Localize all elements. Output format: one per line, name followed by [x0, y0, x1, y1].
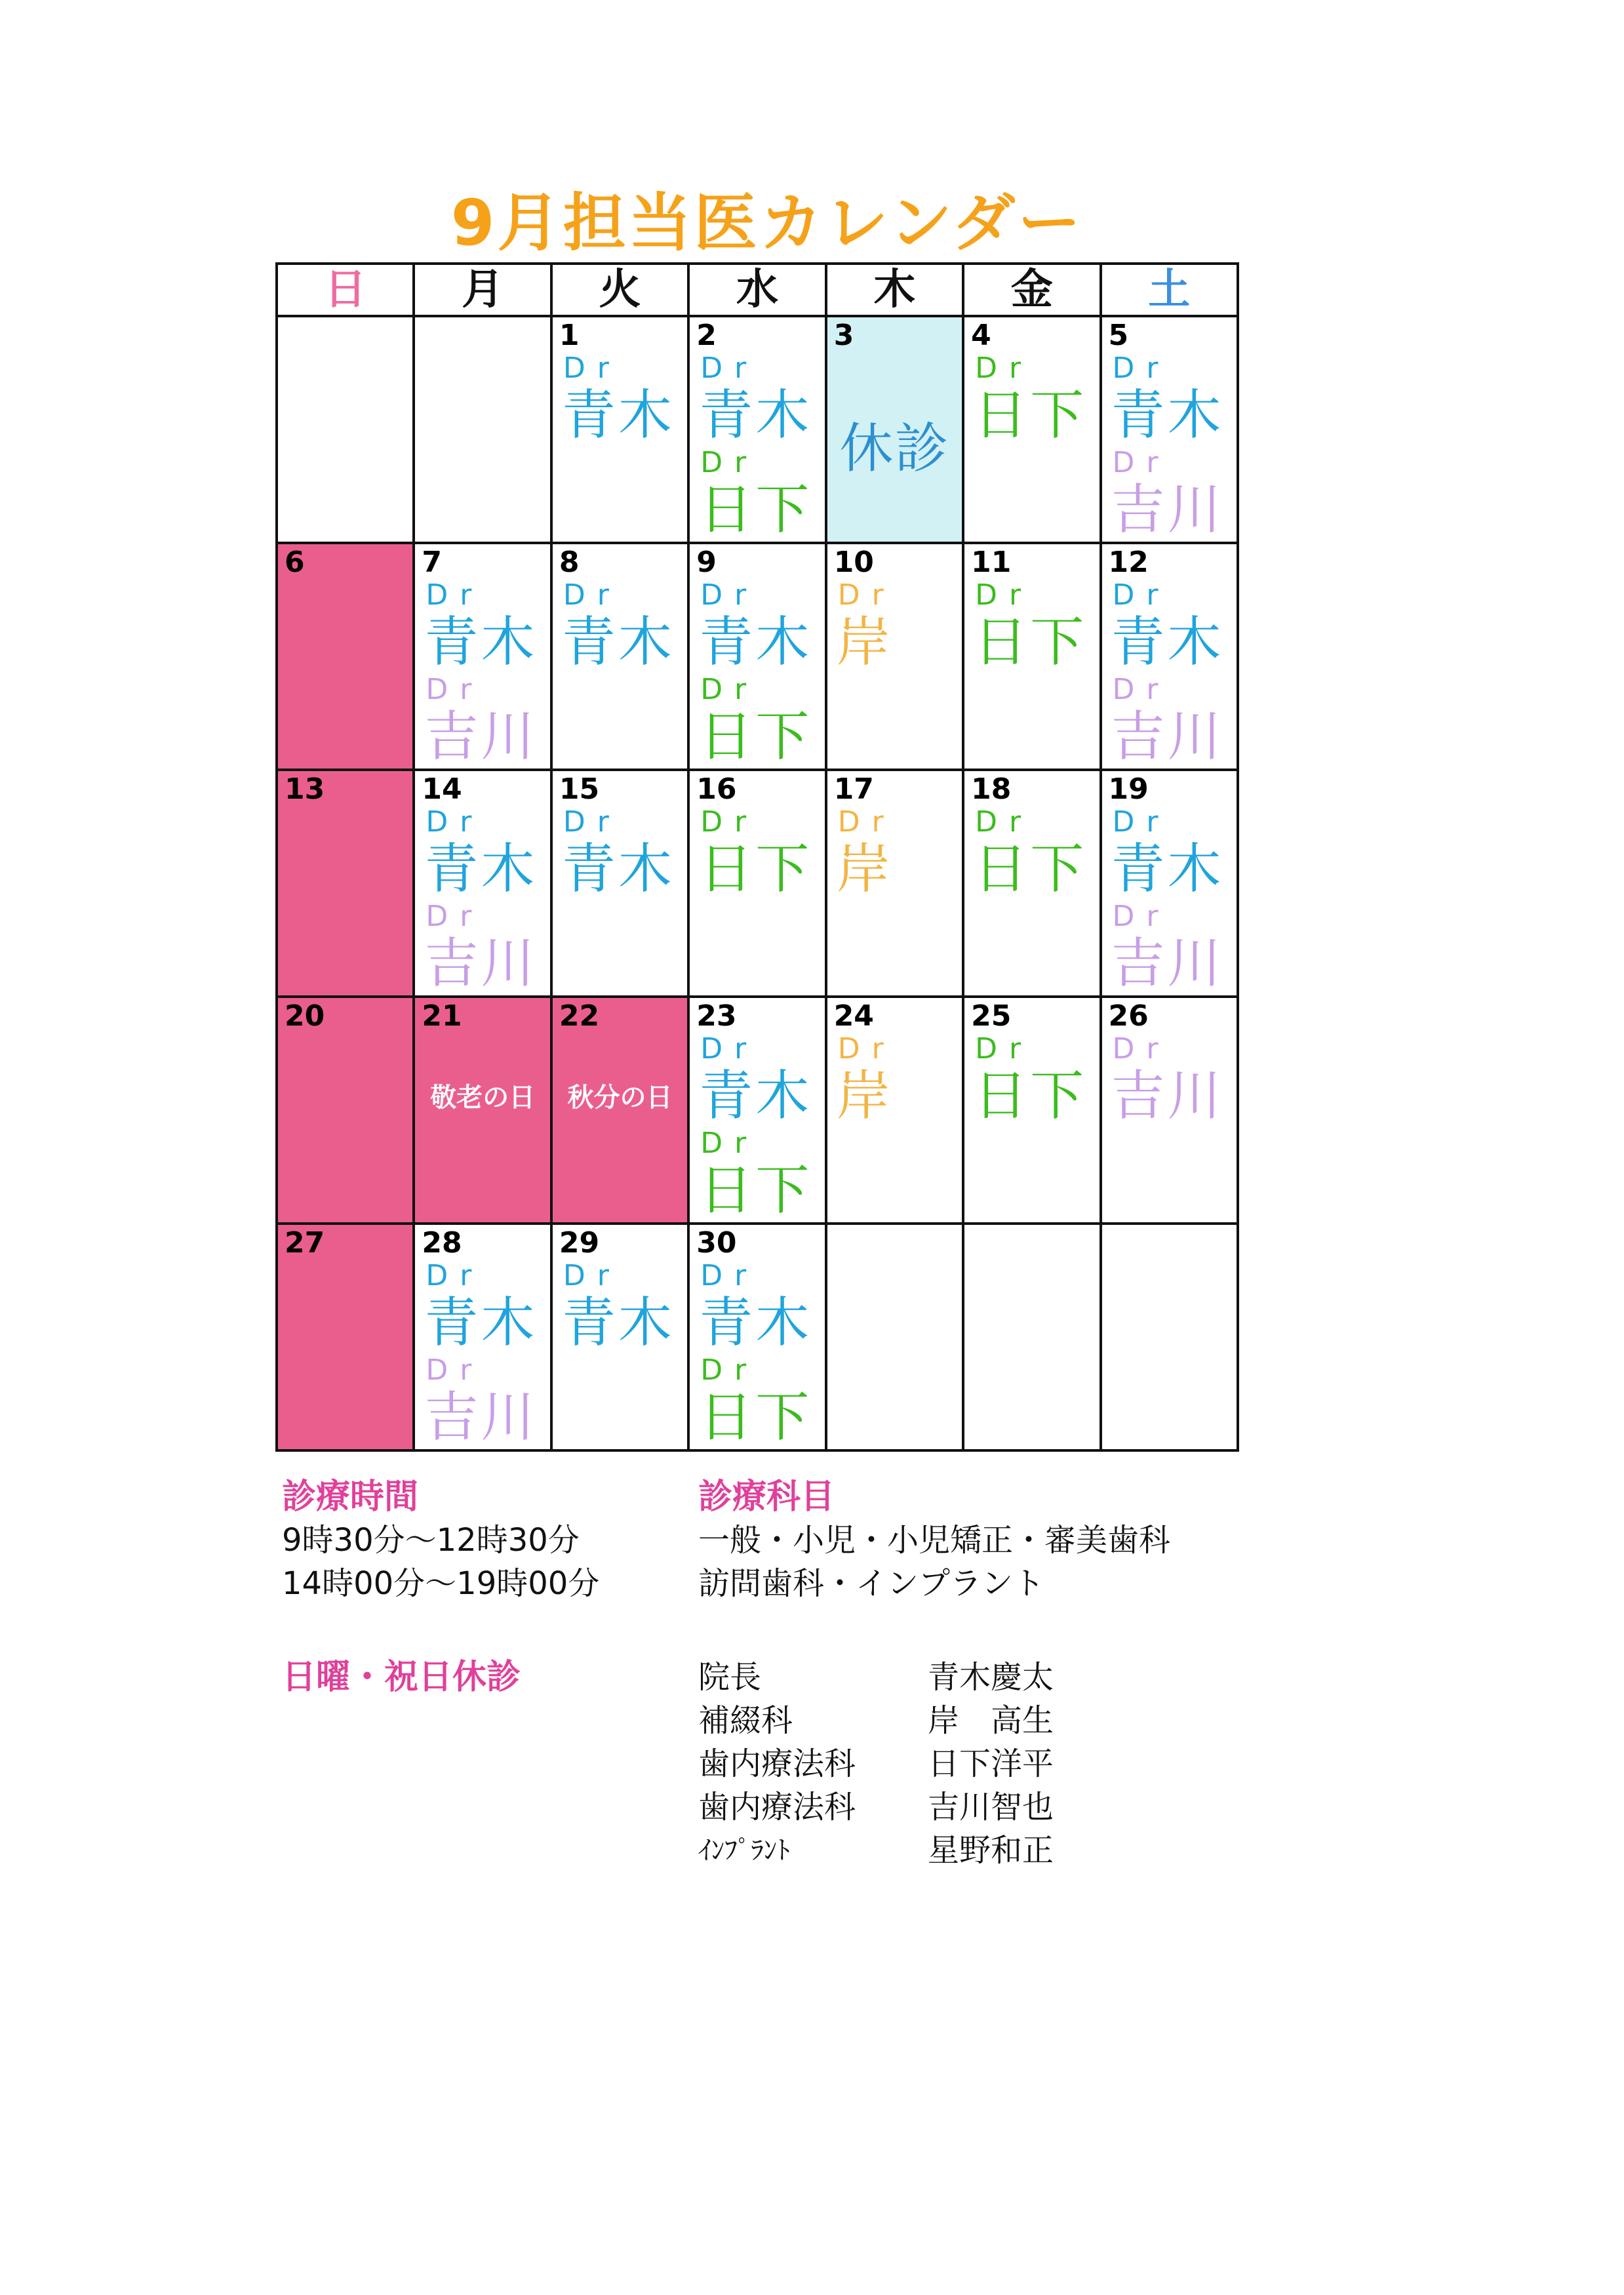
hours-section [282, 1475, 599, 1605]
doctor-name: 青木 [424, 611, 538, 673]
doctor-name: 青木 [561, 611, 675, 673]
doctor-entry [419, 1353, 545, 1448]
day-number: 24 [833, 999, 874, 1033]
doctor-name: 青木 [561, 384, 675, 447]
doctor-list [1106, 805, 1233, 994]
day-cell [688, 997, 825, 1224]
doctor-name: 吉川 [424, 1386, 538, 1448]
day-number: 23 [696, 999, 737, 1033]
departments-section [698, 1475, 1170, 1605]
dr-label: Dr [837, 805, 896, 839]
doctor-name: 青木 [1111, 838, 1224, 900]
day-cell [826, 770, 963, 997]
day-cell [1101, 997, 1238, 1224]
doctor-entry [419, 578, 545, 673]
dr-label: Dr [700, 805, 759, 839]
doctor-name: 青木 [1111, 384, 1224, 447]
staff-row [698, 1786, 1054, 1829]
doctor-name: 青木 [424, 838, 538, 900]
doctor-entry [1106, 1032, 1233, 1127]
dr-label: Dr [1112, 446, 1170, 479]
doctor-entry [1106, 900, 1233, 994]
dr-label: Dr [700, 1259, 759, 1292]
doctor-list [694, 1032, 820, 1221]
doctor-list [968, 578, 1095, 673]
staff-name: 岸 高生 [928, 1702, 1054, 1739]
day-number: 22 [559, 999, 600, 1033]
dr-label: Dr [700, 1127, 759, 1160]
day-number: 20 [285, 999, 325, 1033]
doctor-entry [1106, 351, 1233, 446]
day-number: 27 [285, 1226, 325, 1260]
day-cell [963, 543, 1100, 770]
day-number: 21 [422, 999, 462, 1033]
doctor-name: 吉川 [1111, 932, 1224, 995]
doctor-list [694, 1259, 820, 1448]
doctor-list [831, 805, 958, 900]
doctor-list [1106, 578, 1233, 767]
doctor-name: 岸 [836, 1065, 893, 1127]
doctor-entry [419, 673, 545, 767]
staff-role: 補綴科 [698, 1702, 793, 1739]
day-cell [1101, 770, 1238, 997]
doctor-name: 日下 [974, 384, 1087, 447]
doctor-list [557, 351, 683, 446]
weekday-tue: 火 [551, 264, 688, 316]
doctor-entry [831, 578, 958, 673]
staff-row [698, 1699, 1054, 1742]
doctor-entry [557, 578, 683, 673]
dr-label: Dr [426, 1353, 484, 1387]
doctor-name: 日下 [699, 1159, 812, 1222]
doctor-entry [694, 805, 820, 900]
holiday-label: 秋分の日 [567, 1083, 673, 1113]
dr-label: Dr [1112, 900, 1170, 933]
weekday-thu: 木 [826, 264, 963, 316]
doctor-entry [694, 446, 820, 540]
day-cell [551, 770, 688, 997]
day-cell [688, 770, 825, 997]
doctor-name: 青木 [699, 384, 812, 447]
doctor-name: 青木 [699, 611, 812, 673]
calendar-week-row [277, 997, 1238, 1224]
weekday-header-row [277, 264, 1238, 316]
day-number: 1 [559, 319, 580, 352]
staff-role: 院長 [698, 1659, 762, 1696]
dr-label: Dr [426, 805, 484, 839]
staff-role: ｲﾝﾌﾟﾗﾝﾄ [698, 1835, 790, 1866]
dr-label: Dr [1112, 351, 1170, 385]
doctor-list [968, 1032, 1095, 1127]
day-number: 3 [833, 319, 854, 352]
day-number: 6 [285, 546, 305, 579]
doctor-list [419, 805, 545, 994]
doctor-entry [419, 805, 545, 900]
day-number: 10 [833, 546, 874, 579]
day-number: 13 [285, 772, 325, 806]
day-number: 18 [971, 772, 1012, 806]
doctor-name: 岸 [836, 838, 893, 900]
calendar-week-row [277, 316, 1238, 543]
doctor-name: 岸 [836, 611, 893, 673]
empty-day-cell [277, 316, 414, 543]
day-cell [688, 1224, 825, 1450]
doctor-entry [557, 1259, 683, 1353]
hours-line-morning: 9時30分～12時30分 [282, 1522, 580, 1559]
doctor-entry [694, 1259, 820, 1353]
day-cell [963, 997, 1100, 1224]
doctor-list [968, 805, 1095, 900]
day-number: 4 [971, 319, 991, 352]
holiday-label: 敬老の日 [430, 1083, 536, 1113]
doctor-name: 吉川 [1111, 479, 1224, 541]
hours-line-afternoon: 14時00分～19時00分 [282, 1565, 600, 1602]
closed-label: 休診 [839, 418, 950, 480]
doctor-name: 青木 [699, 1292, 812, 1354]
doctor-entry [694, 578, 820, 673]
day-number: 5 [1108, 319, 1129, 352]
day-number: 2 [696, 319, 717, 352]
departments-line-1: 一般・小児・小児矯正・審美歯科 [698, 1522, 1171, 1559]
doctor-entry [694, 1127, 820, 1221]
doctor-entry [1106, 578, 1233, 673]
day-number: 29 [559, 1226, 600, 1260]
day-cell [551, 316, 688, 543]
day-cell [414, 770, 551, 997]
day-number: 26 [1108, 999, 1149, 1033]
doctor-entry [694, 673, 820, 767]
dr-label: Dr [837, 578, 896, 612]
doctor-name: 吉川 [1111, 706, 1224, 768]
dr-label: Dr [426, 900, 484, 933]
day-number: 28 [422, 1226, 462, 1260]
doctor-list [1106, 1032, 1233, 1127]
weekday-sat: 土 [1101, 264, 1238, 316]
day-cell [414, 997, 551, 1224]
doctor-entry [831, 805, 958, 900]
day-number: 15 [559, 772, 600, 806]
doctor-entry [694, 1353, 820, 1448]
doctor-name: 日下 [699, 838, 812, 900]
dr-label: Dr [1112, 578, 1170, 612]
dr-label: Dr [700, 1032, 759, 1066]
dr-label: Dr [426, 1259, 484, 1292]
doctor-entry [419, 1259, 545, 1353]
staff-name: 星野和正 [928, 1832, 1054, 1869]
doctor-name: 青木 [699, 1065, 812, 1127]
doctor-entry [694, 351, 820, 446]
dr-label: Dr [563, 351, 621, 385]
doctor-list [694, 351, 820, 540]
hours-heading: 診療時間 [282, 1477, 419, 1517]
day-cell [277, 543, 414, 770]
empty-day-cell [414, 316, 551, 543]
day-cell [1101, 543, 1238, 770]
staff-row [698, 1829, 1054, 1872]
day-cell [688, 316, 825, 543]
calendar-week-row [277, 770, 1238, 997]
doctor-list [694, 805, 820, 900]
weekday-fri: 金 [963, 264, 1100, 316]
doctor-name: 日下 [699, 479, 812, 541]
dr-label: Dr [426, 673, 484, 706]
doctor-entry [968, 805, 1095, 900]
day-number: 12 [1108, 546, 1149, 579]
day-cell [414, 1224, 551, 1450]
day-number: 9 [696, 546, 717, 579]
staff-name: 吉川智也 [928, 1789, 1054, 1826]
doctor-entry [1106, 805, 1233, 900]
dr-label: Dr [563, 1259, 621, 1292]
calendar-grid [275, 262, 1239, 1452]
day-cell [277, 997, 414, 1224]
day-number: 11 [971, 546, 1012, 579]
doctor-name: 青木 [561, 838, 675, 900]
doctor-name: 日下 [699, 706, 812, 768]
day-number: 25 [971, 999, 1012, 1033]
dr-label: Dr [700, 578, 759, 612]
doctor-entry [557, 351, 683, 446]
departments-heading: 診療科目 [698, 1477, 835, 1517]
day-cell [963, 316, 1100, 543]
day-cell [414, 543, 551, 770]
day-cell [551, 1224, 688, 1450]
day-cell [826, 543, 963, 770]
day-number: 16 [696, 772, 737, 806]
dr-label: Dr [975, 578, 1033, 612]
doctor-list [557, 578, 683, 673]
day-number: 17 [833, 772, 874, 806]
dr-label: Dr [563, 805, 621, 839]
day-number: 19 [1108, 772, 1149, 806]
doctor-list [557, 805, 683, 900]
day-number: 8 [559, 546, 580, 579]
doctor-list [557, 1259, 683, 1353]
day-cell [963, 770, 1100, 997]
staff-role: 歯内療法科 [698, 1789, 856, 1826]
doctor-entry [694, 1032, 820, 1127]
day-cell [688, 543, 825, 770]
weekday-sun: 日 [277, 264, 414, 316]
departments-line-2: 訪問歯科・インプラント [698, 1565, 1045, 1602]
doctor-entry [1106, 446, 1233, 540]
doctor-name: 吉川 [424, 932, 538, 995]
doctor-entry [968, 578, 1095, 673]
day-cell [277, 1224, 414, 1450]
empty-day-cell [963, 1224, 1100, 1450]
staff-row [698, 1742, 1054, 1786]
doctor-entry [419, 900, 545, 994]
doctor-list [694, 578, 820, 767]
dr-label: Dr [1112, 1032, 1170, 1066]
doctor-name: 吉川 [424, 706, 538, 768]
dr-label: Dr [700, 446, 759, 479]
day-number: 30 [696, 1226, 737, 1260]
doctor-name: 青木 [1111, 611, 1224, 673]
doctor-list [419, 578, 545, 767]
day-cell [826, 997, 963, 1224]
day-cell [551, 543, 688, 770]
dr-label: Dr [700, 673, 759, 706]
doctor-name: 吉川 [1111, 1065, 1224, 1127]
doctor-list [831, 578, 958, 673]
calendar-week-row [277, 1224, 1238, 1450]
staff-name: 日下洋平 [928, 1746, 1054, 1782]
doctor-entry [557, 805, 683, 900]
day-cell [551, 997, 688, 1224]
weekday-mon: 月 [414, 264, 551, 316]
dr-label: Dr [700, 351, 759, 385]
empty-day-cell [826, 1224, 963, 1450]
doctor-name: 日下 [974, 1065, 1087, 1127]
doctor-name: 日下 [699, 1386, 812, 1448]
doctor-entry [831, 1032, 958, 1127]
doctor-name: 日下 [974, 838, 1087, 900]
doctor-entry [968, 351, 1095, 446]
staff-row [698, 1656, 1054, 1699]
staff-name: 青木慶太 [928, 1659, 1054, 1696]
staff-list [698, 1656, 1054, 1872]
dr-label: Dr [700, 1353, 759, 1387]
doctor-name: 日下 [974, 611, 1087, 673]
calendar-week-row [277, 543, 1238, 770]
day-cell [826, 316, 963, 543]
calendar-title: 9月担当医カレンダー [450, 186, 1084, 260]
doctor-list [419, 1259, 545, 1448]
day-cell [277, 770, 414, 997]
day-cell [1101, 316, 1238, 543]
dr-label: Dr [1112, 673, 1170, 706]
doctor-entry [1106, 673, 1233, 767]
weekday-wed: 水 [688, 264, 825, 316]
dr-label: Dr [837, 1032, 896, 1066]
doctor-name: 青木 [561, 1292, 675, 1354]
day-number: 14 [422, 772, 462, 806]
doctor-list [1106, 351, 1233, 540]
doctor-list [831, 1032, 958, 1127]
dr-label: Dr [1112, 805, 1170, 839]
doctor-name: 青木 [424, 1292, 538, 1354]
holiday-note: 日曜・祝日休診 [282, 1658, 521, 1697]
day-number: 7 [422, 546, 443, 579]
dr-label: Dr [975, 1032, 1033, 1066]
dr-label: Dr [426, 578, 484, 612]
holiday-note-section [282, 1656, 521, 1699]
calendar-body [277, 316, 1238, 1450]
doctor-entry [968, 1032, 1095, 1127]
dr-label: Dr [563, 578, 621, 612]
staff-role: 歯内療法科 [698, 1746, 856, 1782]
doctor-list [968, 351, 1095, 446]
empty-day-cell [1101, 1224, 1238, 1450]
dr-label: Dr [975, 351, 1033, 385]
dr-label: Dr [975, 805, 1033, 839]
